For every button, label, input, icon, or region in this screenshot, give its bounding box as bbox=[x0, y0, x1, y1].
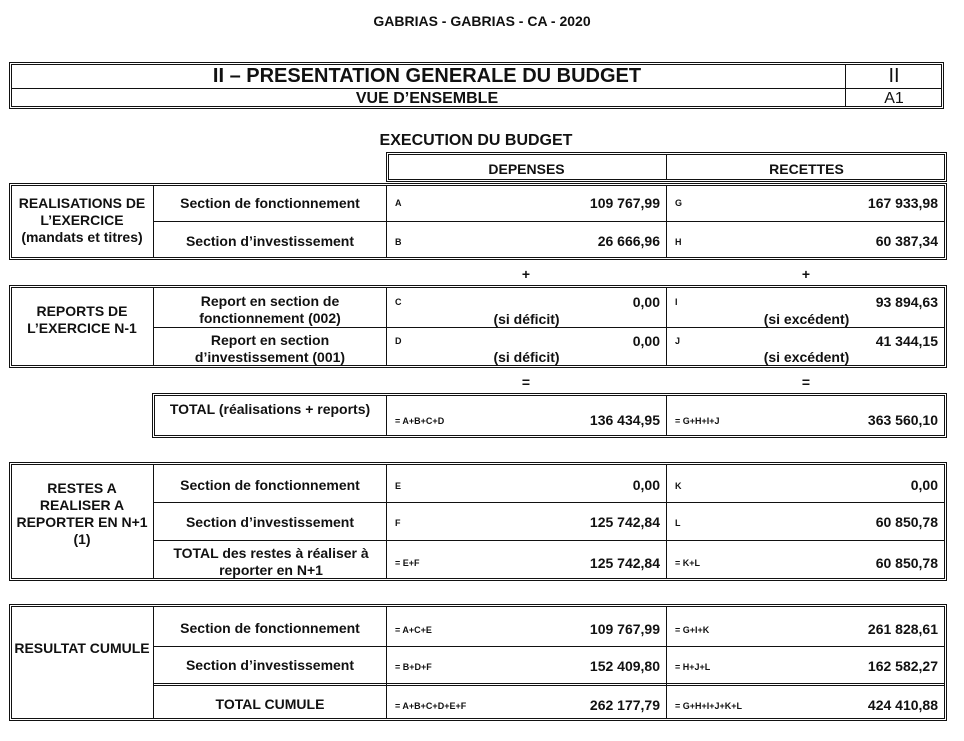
code-d: D bbox=[395, 336, 402, 346]
code-k: K bbox=[675, 481, 682, 491]
value-res-inv-dep: 152 409,80 bbox=[589, 658, 660, 674]
divider bbox=[154, 502, 945, 503]
value-total-restes-rec: 60 850,78 bbox=[875, 555, 938, 571]
col-recettes: RECETTES bbox=[769, 161, 844, 177]
row-label: Section de fonctionnement bbox=[180, 477, 360, 493]
value-h: 60 387,34 bbox=[875, 233, 938, 249]
section-title: EXECUTION DU BUDGET bbox=[379, 132, 573, 149]
resultat-label: RESULTAT CUMULE bbox=[14, 640, 150, 656]
row-label: Section d’investissement bbox=[185, 657, 355, 673]
code-c: C bbox=[395, 297, 402, 307]
value-b: 26 666,96 bbox=[597, 233, 660, 249]
value-k: 0,00 bbox=[910, 477, 938, 493]
value-total-cumule-rec: 424 410,88 bbox=[867, 697, 938, 713]
value-e: 0,00 bbox=[632, 477, 660, 493]
divider bbox=[386, 395, 387, 436]
row-label: Section de fonctionnement bbox=[180, 195, 360, 211]
equal-sign: = bbox=[801, 374, 811, 390]
code-l: L bbox=[675, 518, 681, 528]
total-label: TOTAL (réalisations + reports) bbox=[169, 401, 371, 417]
divider bbox=[153, 464, 154, 579]
value-res-fonc-rec: 261 828,61 bbox=[867, 621, 938, 637]
value-res-fonc-dep: 109 767,99 bbox=[589, 621, 660, 637]
row-label: Section de fonctionnement bbox=[180, 620, 360, 636]
divider bbox=[11, 88, 942, 89]
value-l: 60 850,78 bbox=[875, 514, 938, 530]
equal-sign: = bbox=[521, 374, 531, 390]
code-res-fonc-rec: = G+I+K bbox=[675, 625, 710, 635]
note-deficit: (si déficit) bbox=[493, 349, 560, 365]
value-res-inv-rec: 162 582,27 bbox=[867, 658, 938, 674]
plus-sign: + bbox=[521, 266, 531, 282]
divider bbox=[154, 221, 945, 222]
divider bbox=[666, 606, 667, 719]
col-depenses: DEPENSES bbox=[488, 161, 565, 177]
code-total-cumule-rec: = G+H+I+J+K+L bbox=[675, 701, 743, 711]
divider bbox=[154, 327, 945, 328]
value-total-restes-dep: 125 742,84 bbox=[589, 555, 660, 571]
code-g: G bbox=[675, 198, 683, 208]
document-header: GABRIAS - GABRIAS - CA - 2020 bbox=[373, 13, 591, 29]
code-total-restes-dep: = E+F bbox=[395, 558, 420, 568]
page-title: II – PRESENTATION GENERALE DU BUDGET bbox=[212, 65, 642, 87]
divider bbox=[154, 540, 945, 541]
value-i: 93 894,63 bbox=[875, 294, 938, 310]
page-subtitle-code: A1 bbox=[884, 90, 904, 107]
note-deficit: (si déficit) bbox=[493, 311, 560, 327]
divider bbox=[154, 683, 945, 686]
row-label: TOTAL des restes à réaliser à reporter en N+1 bbox=[173, 545, 369, 578]
code-res-fonc-dep: = A+C+E bbox=[395, 625, 432, 635]
divider bbox=[153, 606, 154, 719]
plus-sign: + bbox=[801, 266, 811, 282]
value-total-dep: 136 434,95 bbox=[589, 412, 660, 428]
divider bbox=[666, 395, 667, 436]
code-a: A bbox=[395, 198, 402, 208]
code-total-cumule-dep: = A+B+C+D+E+F bbox=[395, 701, 467, 711]
row-label: Report en section d’investissement (001) bbox=[194, 332, 346, 365]
code-total-dep: = A+B+C+D bbox=[395, 416, 445, 426]
note-excedent: (si excédent) bbox=[763, 311, 850, 327]
page-subtitle: VUE D’ENSEMBLE bbox=[355, 90, 499, 107]
divider bbox=[666, 154, 667, 180]
value-c: 0,00 bbox=[632, 294, 660, 310]
divider bbox=[386, 464, 387, 579]
row-label: Section d’investissement bbox=[185, 514, 355, 530]
value-a: 109 767,99 bbox=[589, 195, 660, 211]
value-d: 0,00 bbox=[632, 333, 660, 349]
code-f: F bbox=[395, 518, 401, 528]
realisations-label: REALISATIONS DE L’EXERCICE (mandats et titres) bbox=[18, 195, 146, 245]
code-total-rec: = G+H+I+J bbox=[675, 416, 720, 426]
note-excedent: (si excédent) bbox=[763, 349, 850, 365]
divider bbox=[666, 464, 667, 579]
row-label: TOTAL CUMULE bbox=[215, 696, 325, 712]
code-res-inv-dep: = B+D+F bbox=[395, 662, 432, 672]
code-j: J bbox=[675, 336, 681, 346]
code-i: I bbox=[675, 297, 678, 307]
divider bbox=[386, 606, 387, 719]
page-title-code: II bbox=[888, 65, 900, 87]
code-b: B bbox=[395, 237, 402, 247]
code-h: H bbox=[675, 237, 682, 247]
value-g: 167 933,98 bbox=[867, 195, 938, 211]
divider bbox=[154, 646, 945, 647]
code-res-inv-rec: = H+J+L bbox=[675, 662, 711, 672]
code-total-restes-rec: = K+L bbox=[675, 558, 701, 568]
value-total-rec: 363 560,10 bbox=[867, 412, 938, 428]
row-label: Report en section de fonctionnement (002) bbox=[199, 293, 341, 326]
restes-label: RESTES A REALISER A REPORTER EN N+1 (1) bbox=[16, 480, 148, 547]
reports-label: REPORTS DE L’EXERCICE N-1 bbox=[27, 303, 137, 336]
value-total-cumule-dep: 262 177,79 bbox=[589, 697, 660, 713]
value-j: 41 344,15 bbox=[875, 333, 938, 349]
code-e: E bbox=[395, 481, 402, 491]
value-f: 125 742,84 bbox=[589, 514, 660, 530]
row-label: Section d’investissement bbox=[185, 233, 355, 249]
